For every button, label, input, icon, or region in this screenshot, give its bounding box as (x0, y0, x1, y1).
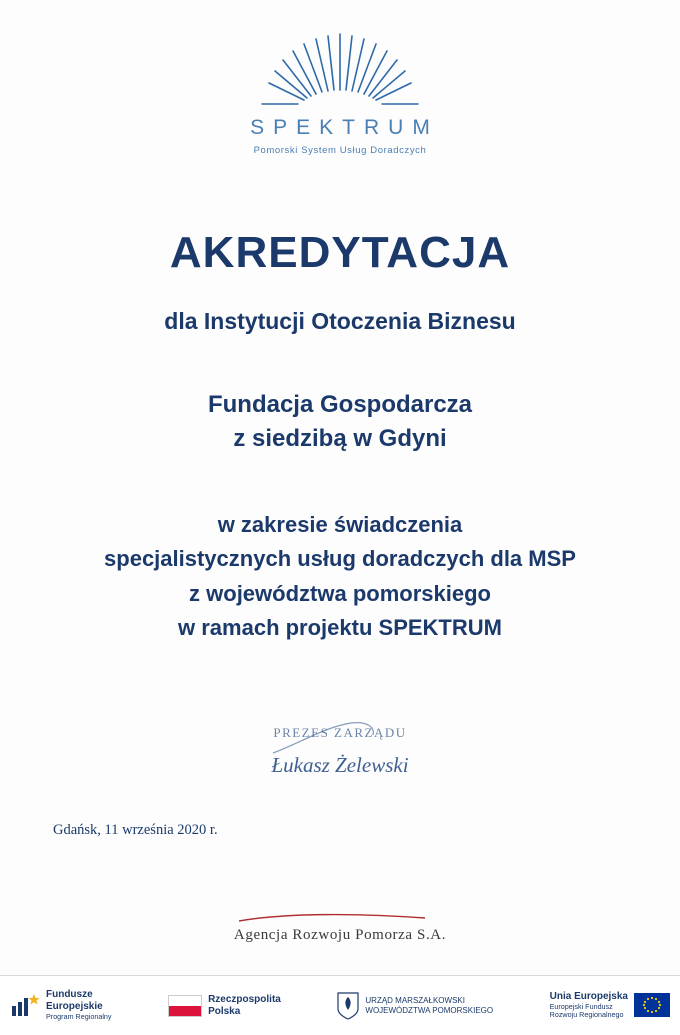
scope-block (0, 508, 680, 645)
footer-item-rzeczpospolita-polska (168, 994, 281, 1018)
recipient-line: z siedzibą w Gdyni (233, 425, 447, 453)
footer-item-label (365, 996, 493, 1015)
eu-flag-icon (634, 993, 670, 1017)
footer-line-1: Fundusze (46, 989, 93, 1001)
recipient-line: Fundacja Gospodarcza (207, 391, 473, 418)
signature-block (0, 725, 680, 778)
scope-line: specjalistycznych usług doradczych dla MSP (104, 546, 576, 572)
footer-item-label (46, 989, 112, 1021)
footer-item-urzad-marszalkowski (337, 992, 493, 1020)
footer-item-label (208, 994, 281, 1018)
sunburst-rays-icon (240, 28, 440, 110)
footer-logo-strip (0, 975, 680, 1035)
signature-role: PREZES ZARZĄDU (273, 725, 407, 740)
certificate-subtitle: dla Instytucji Otoczenia Biznesu (164, 308, 516, 334)
spektrum-logo (0, 28, 680, 156)
footer-item-fundusze-europejskie (10, 989, 112, 1021)
agency-name: Agencja Rozwoju Pomorza S.A. (233, 927, 447, 943)
footer-item-unia-europejska (550, 991, 670, 1020)
scope-line: w ramach projektu SPEKTRUM (178, 614, 502, 640)
signature-name: Łukasz Żelewski (271, 753, 409, 777)
footer-line-1: Unia Europejska (549, 991, 628, 1003)
footer-line-2: Europejskie (46, 1001, 103, 1013)
footer-line-3: Rozwoju Regionalnego (549, 1010, 624, 1020)
scope-line: z województwa pomorskiego (189, 580, 491, 606)
footer-item-label (550, 991, 628, 1020)
page-title: AKREDYTACJA (169, 228, 511, 277)
footer-line-1: Rzeczpospolita (208, 993, 281, 1005)
pomorskie-crest-icon (337, 992, 359, 1020)
agency-mark (0, 912, 680, 944)
logo-tagline: Pomorski System Usług Doradczych (253, 145, 427, 156)
footer-line-2: Polska (208, 1005, 241, 1017)
footer-line-3: Program Regionalny (46, 1012, 112, 1022)
agency-flourish-icon (235, 912, 445, 924)
scope-line: w zakresie świadczenia (217, 512, 463, 537)
footer-line-2: Europejski Fundusz (549, 1001, 613, 1011)
logo-wordmark: SPEKTRUM (250, 116, 439, 139)
place-and-date: Gdańsk, 11 września 2020 r. (53, 822, 218, 838)
footer-line-1: URZĄD MARSZAŁKOWSKI (365, 996, 465, 1006)
poland-flag-icon (168, 995, 202, 1017)
recipient-block (0, 388, 680, 456)
footer-line-2: WOJEWÓDZTWA POMORSKIEGO (365, 1005, 494, 1015)
fundusze-europejskie-icon (10, 992, 40, 1018)
